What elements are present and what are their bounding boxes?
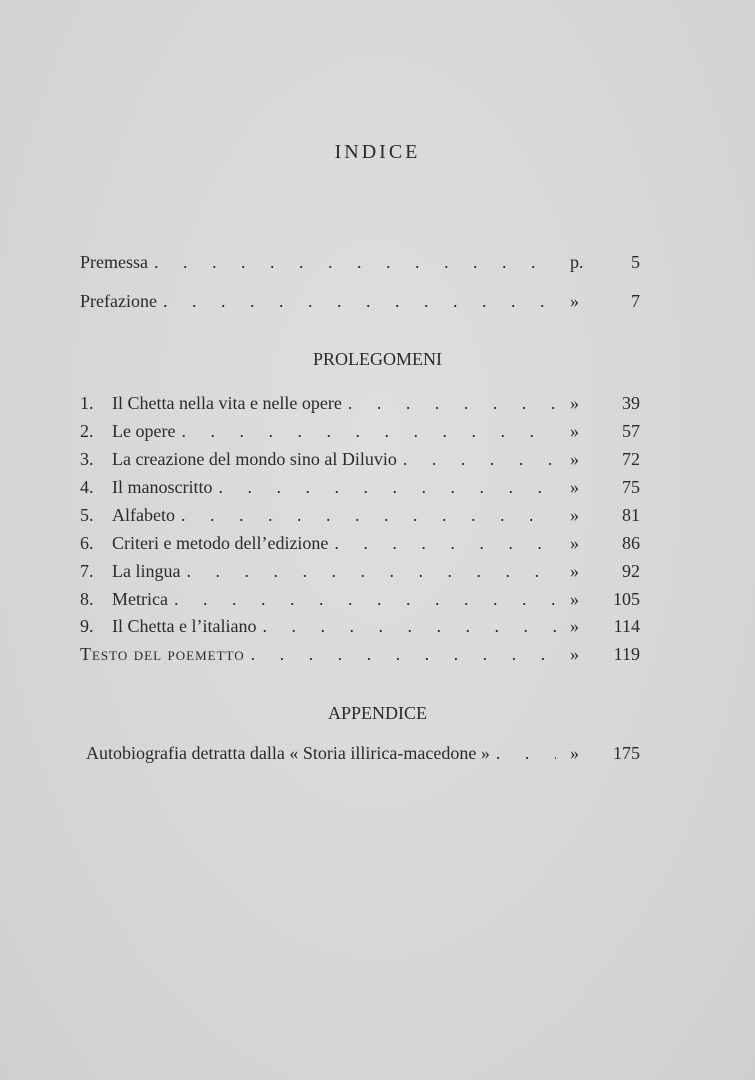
section-heading-prolegomeni: PROLEGOMENI — [313, 349, 442, 369]
toc-entry-prefazione — [80, 289, 640, 313]
entry-label: La lingua — [112, 561, 181, 581]
toc-entry — [80, 531, 640, 555]
leader-dots — [256, 614, 556, 638]
page-number: 81 — [622, 505, 640, 525]
entry-number: 8. — [80, 589, 94, 609]
entry-label: Autobiografia detratta dalla « Storia illirica-macedone » — [86, 743, 490, 763]
page-number: 5 — [631, 252, 640, 272]
entry-number: 2. — [80, 421, 94, 441]
entry-label: Criteri e metodo dell’edizione — [112, 533, 329, 553]
entry-label: Le opere — [112, 421, 176, 441]
entry-label: Premessa — [80, 252, 148, 272]
leader-dots — [490, 741, 556, 765]
leader-dots — [328, 531, 556, 555]
page-number: 72 — [622, 449, 640, 469]
page-number: 7 — [631, 291, 640, 311]
entry-label: Il Chetta nella vita e nelle opere — [112, 393, 342, 413]
leader-dots — [180, 559, 556, 583]
toc-entry — [80, 587, 640, 611]
toc-entry — [80, 614, 640, 638]
page-number: 57 — [622, 421, 640, 441]
toc-entry-testo — [80, 642, 640, 666]
page-ref-mark: » — [570, 393, 579, 413]
section-heading-appendice: APPENDICE — [327, 703, 427, 723]
page-ref-mark: » — [570, 505, 579, 525]
page-ref-mark: » — [570, 477, 579, 497]
page-title: INDICE — [334, 141, 421, 163]
entry-label: Il manoscritto — [112, 477, 213, 497]
entry-label: Prefazione — [80, 291, 157, 311]
page-number: 86 — [622, 533, 640, 553]
entry-label: Alfabeto — [112, 505, 175, 525]
page-ref-mark: » — [570, 421, 579, 441]
toc-entry — [80, 475, 640, 499]
entry-label: La creazione del mondo sino al Diluvio — [112, 449, 397, 469]
page-ref-mark: p. — [570, 252, 584, 272]
page-number: 75 — [622, 477, 640, 497]
toc-entry — [80, 503, 640, 527]
page-ref-mark: » — [570, 616, 579, 636]
toc-entry — [80, 447, 640, 471]
entry-number: 1. — [80, 393, 94, 413]
leader-dots — [245, 642, 556, 666]
entry-number: 4. — [80, 477, 94, 497]
toc-entry-autobiografia — [86, 741, 640, 765]
toc-entry — [80, 559, 640, 583]
entry-number: 7. — [80, 561, 94, 581]
page-number: 175 — [613, 743, 640, 763]
page-ref-mark: » — [570, 449, 579, 469]
page-ref-mark: » — [570, 291, 579, 311]
entry-label: Il Chetta e l’italiano — [112, 616, 257, 636]
page-ref-mark: » — [570, 644, 579, 664]
entry-number: 3. — [80, 449, 94, 469]
leader-dots — [175, 503, 556, 527]
page-ref-mark: » — [570, 743, 579, 763]
page-number: 114 — [613, 616, 640, 636]
leader-dots — [397, 447, 556, 471]
toc-entry — [80, 391, 640, 415]
leader-dots — [148, 250, 556, 274]
page-number: 92 — [622, 561, 640, 581]
toc-entry — [80, 419, 640, 443]
leader-dots — [168, 587, 556, 611]
page-ref-mark: » — [570, 533, 579, 553]
entry-number: 6. — [80, 533, 94, 553]
leader-dots — [342, 391, 556, 415]
page-ref-mark: » — [570, 561, 579, 581]
leader-dots — [157, 289, 556, 313]
entry-label: Metrica — [112, 589, 168, 609]
leader-dots — [175, 419, 556, 443]
toc-entry-premessa — [80, 250, 640, 274]
page-number: 39 — [622, 393, 640, 413]
page-number: 105 — [613, 589, 640, 609]
page-number: 119 — [613, 644, 640, 664]
entry-number: 9. — [80, 616, 94, 636]
entry-label: Testo del poemetto — [80, 644, 245, 664]
page-ref-mark: » — [570, 589, 579, 609]
entry-number: 5. — [80, 505, 94, 525]
leader-dots — [212, 475, 556, 499]
